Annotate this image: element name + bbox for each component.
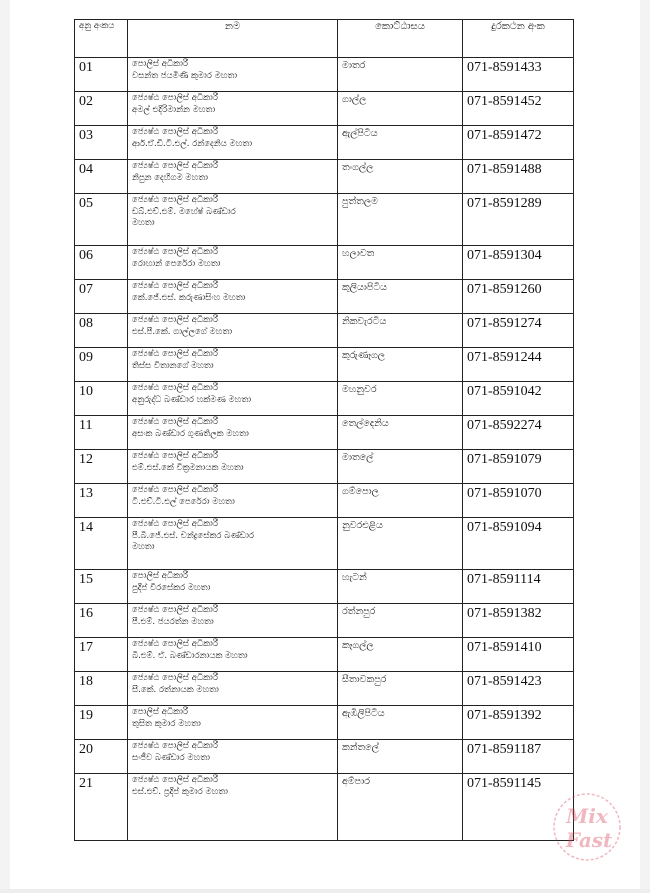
officer-rank: පොලිස් අධිකාරී	[132, 707, 189, 717]
table-row	[75, 604, 574, 638]
table-row	[75, 92, 574, 126]
cell-phone-number: 071-8591145	[463, 774, 574, 841]
table-row	[75, 638, 574, 672]
cell-division: කන්තලේ	[338, 740, 463, 774]
cell-phone-number: 071-8591433	[463, 58, 574, 92]
cell-officer-name	[128, 58, 338, 92]
cell-division: ගම්පොල	[338, 484, 463, 518]
cell-officer-name	[128, 774, 338, 841]
table-row	[75, 382, 574, 416]
officer-name-line: එම්.එස්.කේ වික්‍රමනායක මහතා	[132, 462, 244, 473]
officer-name-line: මහතා	[132, 542, 155, 552]
cell-division: හලාවත	[338, 246, 463, 280]
table-row	[75, 484, 574, 518]
table-row	[75, 246, 574, 280]
header-phone	[463, 20, 574, 58]
cell-serial-number: 04	[75, 160, 128, 194]
header-name	[128, 20, 338, 58]
cell-phone-number: 071-8591472	[463, 126, 574, 160]
table-row	[75, 280, 574, 314]
cell-phone-number: 071-8591187	[463, 740, 574, 774]
cell-officer-name	[128, 92, 338, 126]
cell-phone-number: 071-8591382	[463, 604, 574, 638]
table-body	[75, 58, 574, 841]
officer-rank: ජ්‍යෙෂ්ඨ පොලිස් අධිකාරී	[132, 383, 218, 393]
cell-phone-number: 071-8591488	[463, 160, 574, 194]
cell-officer-name	[128, 246, 338, 280]
cell-officer-name	[128, 638, 338, 672]
officer-name-line: පුදීප් වීරසේකර මහතා	[132, 582, 211, 593]
cell-division: තංගල්ල	[338, 160, 463, 194]
officer-rank: ජ්‍යෙෂ්ඨ පොලිස් අධිකාරී	[132, 775, 218, 785]
cell-phone-number: 071-8591114	[463, 570, 574, 604]
officer-rank: ජ්‍යෙෂ්ඨ පොලිස් අධිකාරී	[132, 161, 218, 171]
officer-rank: ජ්‍යෙෂ්ඨ පොලිස් අධිකාරී	[132, 195, 218, 205]
officer-name-line: එස්.පී.කේ. ගාල්ලගේ මහතා	[132, 326, 233, 337]
cell-serial-number: 08	[75, 314, 128, 348]
table-row	[75, 706, 574, 740]
officer-rank: ජ්‍යෙෂ්ඨ පොලිස් අධිකාරී	[132, 519, 218, 529]
cell-serial-number: 06	[75, 246, 128, 280]
officer-name-line: වසන්ත ජයමිණි කුමාර මහතා	[132, 70, 238, 81]
table-row	[75, 194, 574, 246]
officers-table	[74, 19, 574, 841]
cell-officer-name	[128, 194, 338, 246]
cell-serial-number: 17	[75, 638, 128, 672]
cell-serial-number: 12	[75, 450, 128, 484]
cell-phone-number: 071-8591392	[463, 706, 574, 740]
cell-phone-number: 071-8591274	[463, 314, 574, 348]
header-no: අනු අංකය	[75, 20, 128, 58]
officer-name-line: කේ.ජේ.එස්. කරුණාසිංහ මහතා	[132, 292, 246, 303]
cell-phone-number: 071-8592274	[463, 416, 574, 450]
cell-phone-number: 071-8591260	[463, 280, 574, 314]
cell-division: මහනුවර	[338, 382, 463, 416]
cell-serial-number: 02	[75, 92, 128, 126]
cell-serial-number: 10	[75, 382, 128, 416]
officer-rank: ජ්‍යෙෂ්ඨ පොලිස් අධිකාරී	[132, 247, 218, 257]
officer-name-line: තුසිත කුමාර මහතා	[132, 718, 201, 729]
table-row	[75, 314, 574, 348]
table-row	[75, 126, 574, 160]
officer-name-line: තිස්ස විතානගේ මහතා	[132, 360, 214, 371]
cell-officer-name	[128, 382, 338, 416]
table-row	[75, 450, 574, 484]
cell-officer-name	[128, 314, 338, 348]
officer-rank: ජ්‍යෙෂ්ඨ පොලිස් අධිකාරී	[132, 349, 218, 359]
cell-division: ඇල්පිටිය	[338, 126, 463, 160]
cell-serial-number: 07	[75, 280, 128, 314]
officer-rank: ජ්‍යෙෂ්ඨ පොලිස් අධිකාරී	[132, 741, 218, 751]
cell-serial-number: 20	[75, 740, 128, 774]
cell-phone-number: 071-8591304	[463, 246, 574, 280]
table-row	[75, 740, 574, 774]
cell-serial-number: 05	[75, 194, 128, 246]
header-station	[338, 20, 463, 58]
cell-serial-number: 19	[75, 706, 128, 740]
officer-rank: ජ්‍යෙෂ්ඨ පොලිස් අධිකාරී	[132, 281, 218, 291]
table-row	[75, 672, 574, 706]
cell-serial-number: 16	[75, 604, 128, 638]
officer-rank: ජ්‍යෙෂ්ඨ පොලිස් අධිකාරී	[132, 639, 218, 649]
officer-rank: ජ්‍යෙෂ්ඨ පොලිස් අධිකාරී	[132, 451, 218, 461]
cell-officer-name	[128, 280, 338, 314]
table-row	[75, 518, 574, 570]
cell-division: මාතර	[338, 58, 463, 92]
header-name-text: නම	[224, 21, 241, 32]
officer-name-line: අනුරුද්ධ බණ්ඩාර හක්මණ මහතා	[132, 394, 252, 405]
cell-division: කුලියාපිටිය	[338, 280, 463, 314]
officer-name-line: එස්.එච්. ප්‍රදීප් කුමාර මහතා	[132, 786, 228, 797]
officer-name-line: බී.එම්. ඒ. බණ්ඩාරනායක මහතා	[132, 650, 248, 661]
officer-name-line: මහතා	[132, 218, 155, 228]
viewer-frame-left	[0, 0, 10, 893]
officer-name-line: සී.කේ. රත්නායක මහතා	[132, 684, 219, 695]
cell-phone-number: 071-8591452	[463, 92, 574, 126]
cell-serial-number: 09	[75, 348, 128, 382]
cell-phone-number: 071-8591079	[463, 450, 574, 484]
cell-phone-number: 071-8591410	[463, 638, 574, 672]
cell-phone-number: 071-8591244	[463, 348, 574, 382]
cell-division: පුත්තලම	[338, 194, 463, 246]
officer-name-line: නිපුන දෙහිගම මහතා	[132, 172, 208, 183]
cell-serial-number: 15	[75, 570, 128, 604]
cell-division: අම්පාර	[338, 774, 463, 841]
cell-division: නිකවැරටිය	[338, 314, 463, 348]
cell-division: සීතාවකපුර	[338, 672, 463, 706]
officer-rank: ජ්‍යෙෂ්ඨ පොලිස් අධිකාරී	[132, 485, 218, 495]
cell-officer-name	[128, 160, 338, 194]
cell-phone-number: 071-8591423	[463, 672, 574, 706]
mixfast-watermark-logo	[551, 791, 623, 863]
officer-rank: පොලිස් අධිකාරී	[132, 59, 189, 69]
cell-serial-number: 11	[75, 416, 128, 450]
cell-division: මාතලේ	[338, 450, 463, 484]
table-row	[75, 160, 574, 194]
officer-rank: ජ්‍යෙෂ්ඨ පොලිස් අධිකාරී	[132, 127, 218, 137]
cell-serial-number: 13	[75, 484, 128, 518]
officer-rank: ජ්‍යෙෂ්ඨ පොලිස් අධිකාරී	[132, 417, 218, 427]
cell-serial-number: 21	[75, 774, 128, 841]
table-row	[75, 348, 574, 382]
header-phone-text: දුරකථන අංක	[491, 21, 545, 32]
cell-phone-number: 071-8591289	[463, 194, 574, 246]
cell-phone-number: 071-8591070	[463, 484, 574, 518]
officer-rank: ජ්‍යෙෂ්ඨ පොලිස් අධිකාරී	[132, 93, 218, 103]
cell-phone-number: 071-8591094	[463, 518, 574, 570]
officer-rank: ජ්‍යෙෂ්ඨ පොලිස් අධිකාරී	[132, 673, 218, 683]
cell-division: ඇඹිලිපිටිය	[338, 706, 463, 740]
officer-name-line: ටී.එච්.ටී.එල් පෙරේරා මහතා	[132, 496, 235, 507]
cell-serial-number: 03	[75, 126, 128, 160]
table-row	[75, 774, 574, 841]
cell-officer-name	[128, 672, 338, 706]
cell-officer-name	[128, 484, 338, 518]
officer-name-line: රොහාන් පෙරේරා මහතා	[132, 258, 221, 269]
cell-officer-name	[128, 706, 338, 740]
table-row	[75, 58, 574, 92]
table-row	[75, 416, 574, 450]
officer-rank: ජ්‍යෙෂ්ඨ පොලිස් අධිකාරී	[132, 315, 218, 325]
cell-officer-name	[128, 570, 338, 604]
cell-division: ගාල්ල	[338, 92, 463, 126]
cell-officer-name	[128, 604, 338, 638]
cell-officer-name	[128, 126, 338, 160]
header-row	[75, 20, 574, 58]
svg-text:Fast: Fast	[565, 828, 613, 852]
officer-name-line: සංජීව බණ්ඩාර මහතා	[132, 752, 210, 763]
officer-name-line: අසංක බණ්ඩාර ගුණතිලක මහතා	[132, 428, 249, 439]
cell-officer-name	[128, 450, 338, 484]
cell-division: කුරුණෑගල	[338, 348, 463, 382]
cell-serial-number: 01	[75, 58, 128, 92]
table-row	[75, 570, 574, 604]
cell-division: හැටන්	[338, 570, 463, 604]
cell-officer-name	[128, 416, 338, 450]
cell-officer-name	[128, 518, 338, 570]
cell-division: තෙල්දෙනිය	[338, 416, 463, 450]
cell-division: කෑගල්ල	[338, 638, 463, 672]
officer-name-line: ඩබ්.එච්.එම්. මහේෂ් බණ්ඩාර	[132, 206, 236, 217]
cell-serial-number: 14	[75, 518, 128, 570]
officer-name-line: පී.බී.ජේ.එස්. චන්ද්‍රසේකර බණ්ඩාර	[132, 530, 255, 541]
cell-officer-name	[128, 348, 338, 382]
officer-name-line: ආර්.ඒ.ඩී.ටී.එල්. රන්දෙනිය මහතා	[132, 138, 252, 149]
officer-rank: පොලිස් අධිකාරී	[132, 571, 189, 581]
cell-serial-number: 18	[75, 672, 128, 706]
officer-rank: ජ්‍යෙෂ්ඨ පොලිස් අධිකාරී	[132, 605, 218, 615]
cell-division: රත්නපුර	[338, 604, 463, 638]
cell-phone-number: 071-8591042	[463, 382, 574, 416]
viewer-frame-right	[640, 0, 650, 893]
cell-officer-name	[128, 740, 338, 774]
officer-name-line: පී.එම්. ජයරත්න මහතා	[132, 616, 214, 627]
cell-division: නුවරඑළිය	[338, 518, 463, 570]
svg-text:Mix: Mix	[566, 804, 608, 828]
header-station-text: කොට්ඨාසය	[375, 21, 425, 32]
viewer-frame-bottom	[0, 889, 650, 893]
officer-name-line: අමල් එදිරිමාන්න මහතා	[132, 104, 216, 115]
